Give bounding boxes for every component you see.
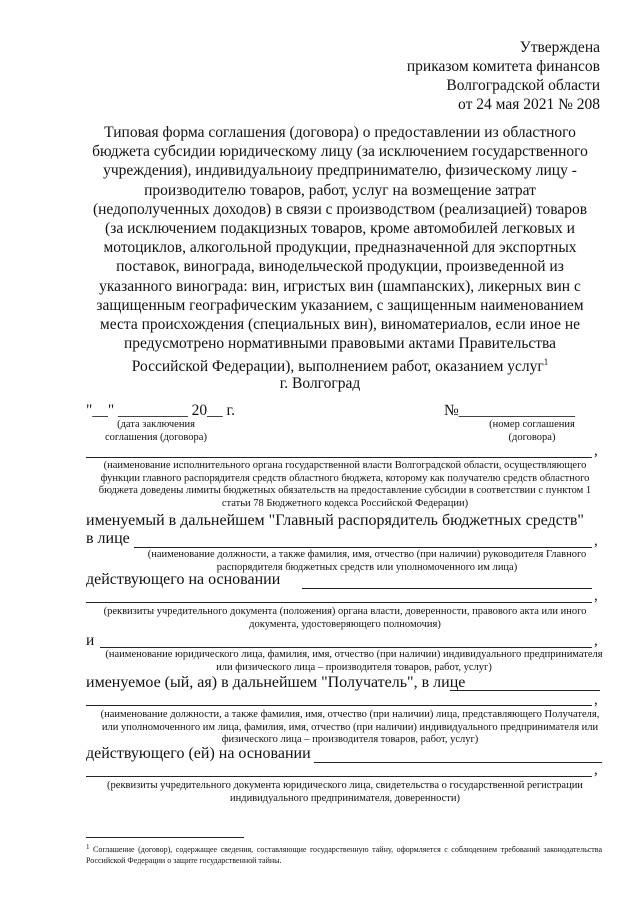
document-title	[86, 123, 594, 377]
number-caption-line-2: (договора)	[508, 431, 556, 443]
date-caption-line-1: (дата заключения	[117, 419, 195, 430]
footnote	[86, 842, 602, 866]
position-caption: (наименование должности, а также фамилия, имя, отчество (при наличии) руководителя Главного распорядителя бюджетных средств или уполномоченного им лица)	[147, 549, 587, 573]
recipient-rep-caption: (наименование должности, а также фамилия, имя, отчество (при наличии) лица, представляющего Получателя, или уполномоченного им лица, фамилия, имя, отчество (при наличии) индивидуального предпринимателя или физического лица – производителя товаров, работ, услуг)	[100, 709, 600, 745]
date-field: "__" _________ 20__ г.	[86, 402, 236, 419]
acting-on-basis-2-blank-line[interactable]	[314, 762, 602, 763]
authority-blank-line[interactable]	[86, 457, 592, 458]
and-label: и	[86, 632, 95, 649]
named-recipient-blank-line[interactable]	[450, 690, 600, 691]
acting-on-basis-blank-line[interactable]	[302, 588, 592, 589]
acting-on-basis-comma: ,	[594, 588, 598, 604]
number-field: №_______________	[444, 402, 576, 419]
date-caption	[86, 419, 226, 444]
registration-comma: ,	[594, 762, 598, 778]
date-caption-line-2: соглашения (договора)	[105, 431, 207, 443]
recipient-comma: ,	[594, 633, 598, 649]
named-main-distributor: именуемый в дальнейшем "Главный распорядитель бюджетных средств"	[86, 512, 584, 529]
number-caption	[462, 419, 602, 444]
recipient-rep-comma: ,	[594, 692, 598, 708]
city: г. Волгоград	[279, 375, 361, 392]
acting-on-basis-blank-line-2[interactable]	[86, 602, 592, 603]
acting-on-basis-label: действующего на основании	[86, 571, 281, 588]
registration-caption: (реквизиты учредительного документа юридического лица, свидетельства о государственной регистрации индивидуального предпринимателя, доверенности)	[107, 780, 583, 804]
approval-line-4: от 24 мая 2021 № 208	[458, 96, 600, 113]
approval-line-1: Утверждена	[519, 39, 600, 56]
recipient-blank-line[interactable]	[100, 647, 592, 648]
registration-blank-line[interactable]	[86, 776, 592, 777]
footnote-rule	[86, 837, 244, 838]
authority-caption: (наименование исполнительного органа государственной власти Волгоградской области, осуществляющего функции главного распорядителя средств областного бюджета, которому как получателю средств областного бюджета доведены лимиты бюджетных обязательств на предоставление субсидии в соответствии с пунктом 1 статьи 78 Бюджетного кодекса Российской Федерации)	[98, 460, 592, 509]
footnote-mark: 1	[86, 843, 90, 851]
title-text: Типовая форма соглашения (договора) о предоставлении из областного бюджета субсидии юридическому лицу (за исключением государственного учреждения), индивидуальноиу предпринимателю, физическому лицу - производителю товаров, работ, услуг на возмещение затрат (недополученных доходов) в связи с производством (реализацией) товаров (за исключением подакцизных товаров, кроме автомобилей легковых и мотоциклов, алкогольной продукции, предназначенной для экспортных поставок, винограда, винодельческой продукции, произведенной из указанного винограда: вин, игристых вин (шампанских), ликерных вин с защищенным географическим указанием, с защищенным наименованием места происхождения (специальных вин), виноматериалов, если иное не предусмотрено нормативными правовыми актами Правительства Российской Федерации), выполнением работ, оказанием услуг	[92, 124, 588, 376]
doc-caption: (реквизиты учредительного документа (положения) органа власти, доверенности, правового акта или иного документа, удостоверяющего полномочия)	[103, 606, 587, 630]
approval-block	[380, 38, 600, 114]
authority-comma: ,	[594, 443, 598, 459]
title-footnote-mark: 1	[543, 357, 549, 368]
in-person-blank-line[interactable]	[134, 547, 592, 548]
number-caption-line-1: (номер соглашения	[489, 419, 575, 430]
in-person-comma: ,	[594, 533, 598, 549]
footnote-text: Соглашение (договор), содержащее сведения, составляющие государственную тайну, оформляется с соблюдением требований законодательства Российской Федерации о защите государственной тайны.	[86, 845, 602, 865]
approval-line-2: приказом комитета финансов	[406, 58, 600, 75]
recipient-caption: (наименование юридического лица, фамилия, имя, отчество (при наличии) индивидуального предпринимателя или физического лица – производителя товаров, работ, услуг)	[105, 649, 603, 673]
approval-line-3: Волгоградской области	[446, 77, 600, 94]
named-recipient: именуемое (ый, ая) в дальнейшем "Получатель", в лице	[86, 674, 466, 691]
recipient-rep-blank-line[interactable]	[86, 705, 592, 706]
in-person-label: в лице	[86, 530, 130, 547]
acting-on-basis-2-label: действующего (ей) на основании	[86, 745, 311, 762]
